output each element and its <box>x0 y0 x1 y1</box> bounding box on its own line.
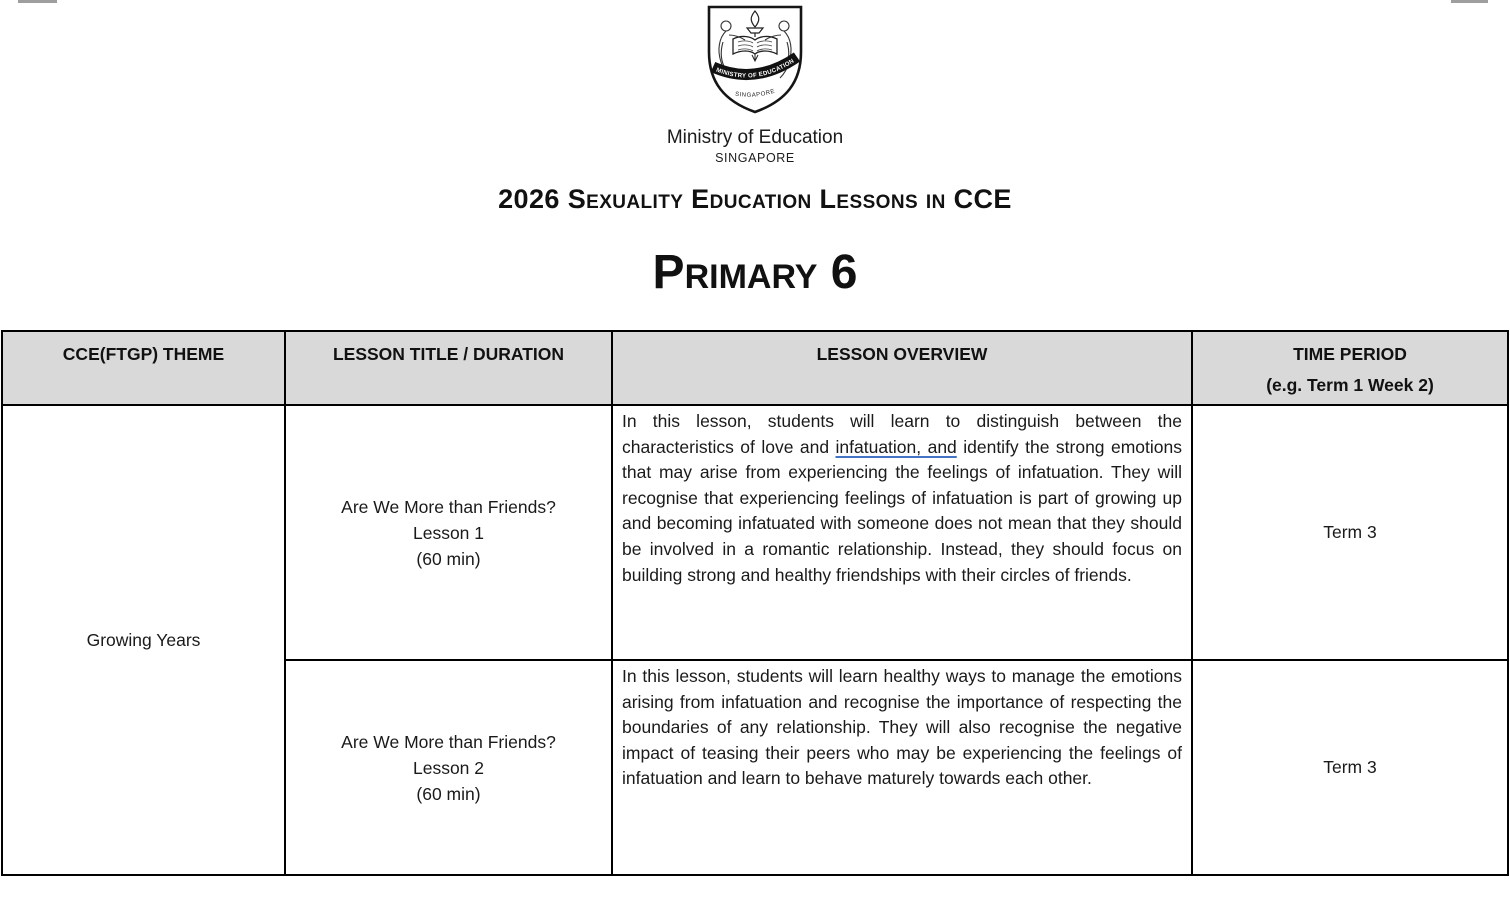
lesson-title: Are We More than Friends? <box>341 731 556 752</box>
document-title: 2026 Sexuality Education Lessons in CCE <box>498 184 1012 214</box>
page-edge-mark-right <box>1451 0 1488 3</box>
document-header <box>0 0 1510 300</box>
page-title: Primary 6 <box>652 246 858 299</box>
column-header-label: LESSON OVERVIEW <box>816 344 988 364</box>
overview-text: In this lesson, students will learn to distinguish between the characteristics of love and <box>622 411 1182 457</box>
column-header-theme <box>2 331 285 405</box>
table-header-row <box>2 331 1508 405</box>
column-header-label: LESSON TITLE / DURATION <box>332 344 565 364</box>
lesson-number: Lesson 2 <box>412 757 485 778</box>
column-header-lesson-title <box>285 331 612 405</box>
moe-crest-icon <box>700 2 810 116</box>
lesson-duration: (60 min) <box>416 548 481 569</box>
lesson-title-cell <box>285 405 612 660</box>
org-name: Ministry of Education <box>666 127 844 148</box>
time-period-label: Term 3 <box>1323 757 1377 777</box>
theme-cell <box>2 405 285 875</box>
lesson-duration: (60 min) <box>416 783 481 804</box>
overview-text: In this lesson, students will learn healthy ways to manage the emotions arising from infatuation and recognise the importance of respecting the boundaries of any relationship. They will also recognise the negative impact of teasing their peers who may be experiencing the feelings of infatuation and learn to behave maturely towards each other. <box>622 666 1182 789</box>
lesson-number: Lesson 1 <box>412 522 485 543</box>
column-header-overview <box>612 331 1192 405</box>
time-period-label: Term 3 <box>1323 522 1377 542</box>
lesson-overview-cell <box>612 405 1192 660</box>
crest-country-text: SINGAPORE <box>734 88 776 99</box>
table-row <box>2 405 1508 660</box>
column-header-sublabel: (e.g. Term 1 Week 2) <box>1266 375 1434 395</box>
overview-text: identify the strong emotions that may arise from experiencing the feelings of infatuation. They will recognise that experiencing feelings of infatuation is part of growing up and becoming infatuated with someone does not mean that they should be involved in a romantic relationship. Instead, they should focus on building strong and healthy friendships with their circles of friends. <box>622 436 1182 585</box>
time-period-cell <box>1192 660 1508 875</box>
page-edge-mark-left <box>18 0 57 3</box>
lesson-title: Are We More than Friends? <box>341 496 556 517</box>
lessons-table <box>1 330 1509 876</box>
org-country: SINGAPORE <box>715 151 795 165</box>
lesson-title-cell <box>285 660 612 875</box>
column-header-label: CCE(FTGP) THEME <box>62 344 225 364</box>
overview-text-underlined: infatuation, and <box>835 436 957 457</box>
theme-label: Growing Years <box>86 629 201 650</box>
crest-banner-text: MINISTRY OF EDUCATION <box>715 57 796 80</box>
column-header-time-period <box>1192 331 1508 405</box>
time-period-cell <box>1192 405 1508 660</box>
lesson-overview-cell <box>612 660 1192 875</box>
column-header-label: TIME PERIOD <box>1293 344 1407 364</box>
